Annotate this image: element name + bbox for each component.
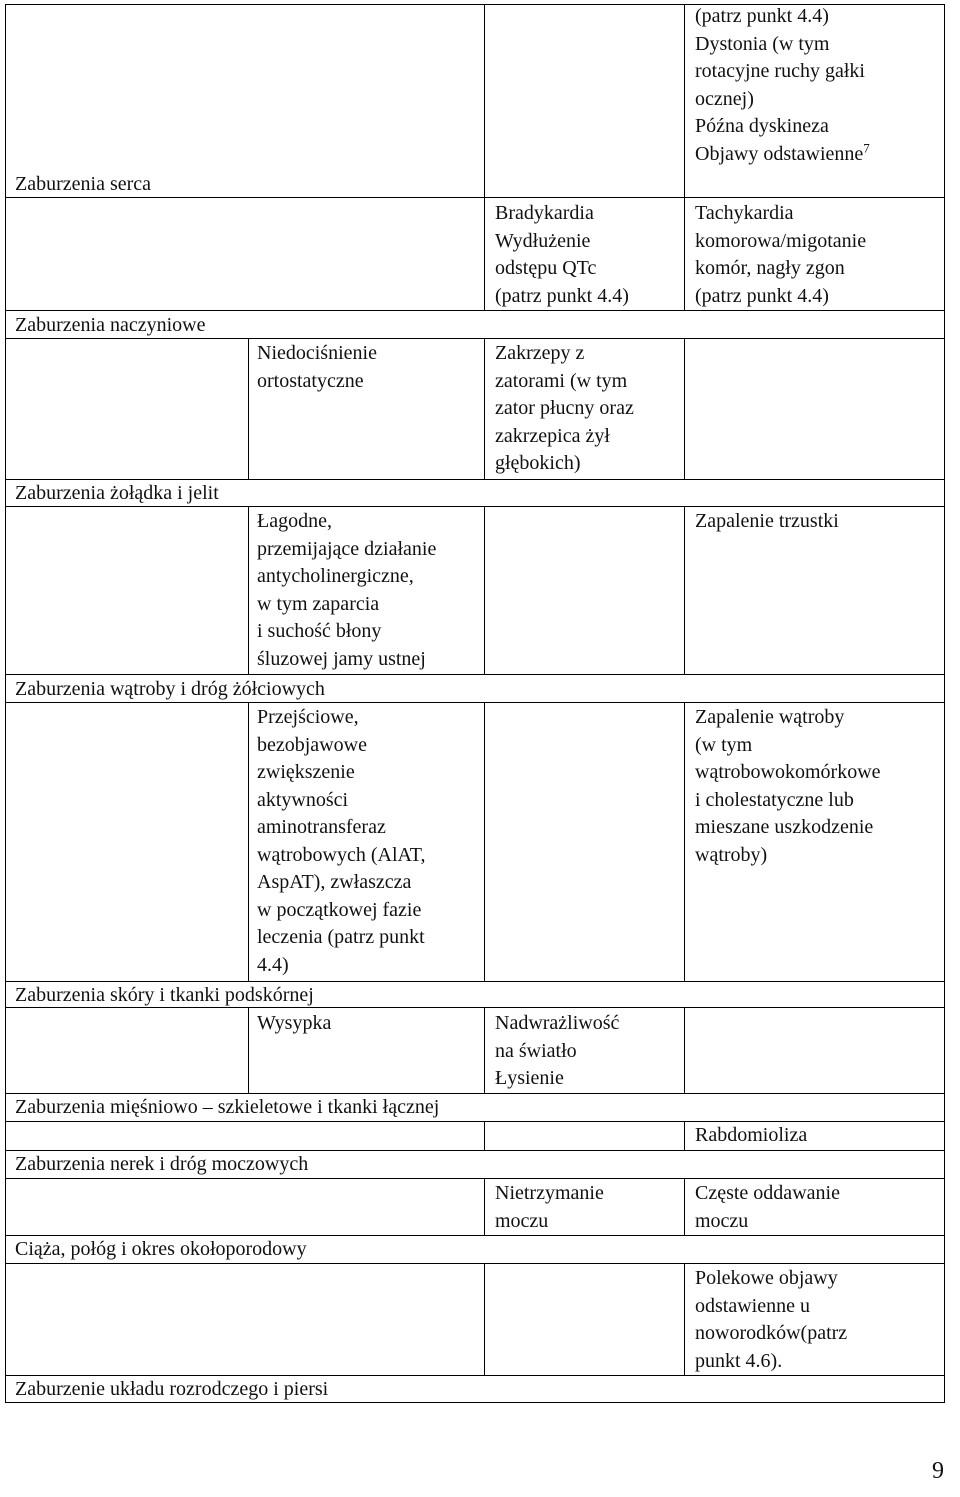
soc-header-watroba: Zaburzenia wątroby i dróg żółciowych — [15, 678, 325, 700]
soc-header-rozrod: Zaburzenie układu rozrodczego i piersi — [15, 1378, 329, 1400]
cell-ciaza-col4: Polekowe objawy odstawienne u noworodków(patrz punkt 4.6). — [695, 1267, 848, 1372]
cell-watroba-col4: Zapalenie wątroby (w tym wątrobowokomórkowe i cholestatyczne lub mieszane uszkodzenie wątroby) — [695, 706, 881, 866]
cell-serca-col3: Bradykardia Wydłużenie odstępu QTc (patrz punkt 4.4) — [495, 202, 629, 307]
soc-header-nerki: Zaburzenia nerek i dróg moczowych — [15, 1153, 309, 1175]
cell-serca-top-col4: (patrz punkt 4.4) Dystonia (w tym rotacyjne ruchy gałki ocznej) Późna dyskineza Objawy odstawienne$^7$ — [695, 5, 870, 165]
cell-naczyniowe-col3: Zakrzepy z zatorami (w tym zator płucny oraz zakrzepica żył głębokich) — [495, 342, 634, 474]
page-number: 9 — [932, 1458, 944, 1484]
cell-skora-col3: Nadwrażliwość na światło Łysienie — [495, 1012, 620, 1089]
cell-serca-col4: Tachykardia komorowa/migotanie komór, nagły zgon (patrz punkt 4.4) — [695, 202, 867, 307]
cell-naczyniowe-col2: Niedociśnienie ortostatyczne — [257, 342, 377, 392]
cell-watroba-col2: Przejściowe, bezobjawowe zwiększenie aktywności aminotransferaz wątrobowych (AlAT, AspAT), zwłaszcza w początkowej fazie leczenia (patrz punkt 4.4) — [257, 706, 426, 976]
cell-nerki-col4: Częste oddawanie moczu — [695, 1182, 840, 1232]
cell-miesnie-col4: Rabdomioliza — [695, 1124, 808, 1146]
cell-zoladek-col4: Zapalenie trzustki — [695, 510, 839, 532]
soc-header-skora: Zaburzenia skóry i tkanki podskórnej — [15, 984, 314, 1006]
cell-nerki-col3: Nietrzymanie moczu — [495, 1182, 604, 1232]
cell-skora-col2: Wysypka — [257, 1012, 332, 1034]
soc-header-zoladek: Zaburzenia żołądka i jelit — [15, 482, 219, 504]
soc-header-ciaza: Ciąża, połóg i okres okołoporodowy — [15, 1238, 307, 1260]
soc-header-serca: Zaburzenia serca — [15, 173, 152, 195]
cell-zoladek-col2: Łagodne, przemijające działanie antycholinergiczne, w tym zaparcia i suchość błony śluzowej jamy ustnej — [257, 510, 437, 670]
soc-header-naczyniowe: Zaburzenia naczyniowe — [15, 314, 206, 336]
soc-header-miesnie: Zaburzenia mięśniowo – szkieletowe i tkanki łącznej — [15, 1096, 440, 1118]
